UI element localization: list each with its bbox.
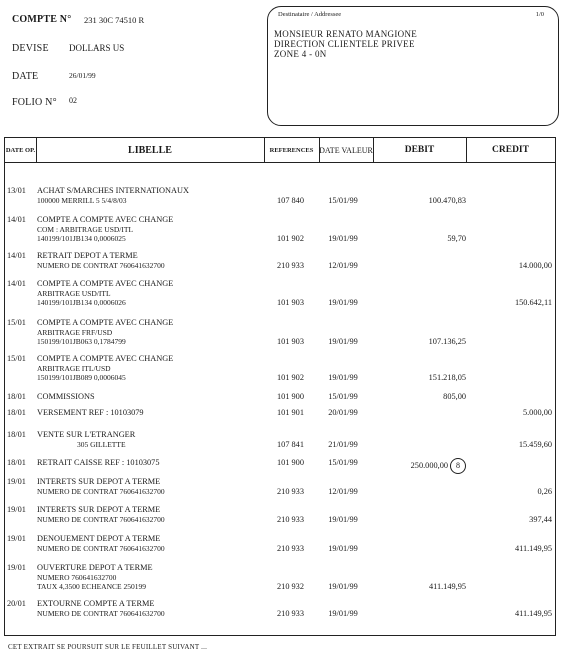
debit-amount (370, 234, 466, 244)
col-header-date: DATE OP. (5, 146, 36, 154)
addressee-header: Destinataire / Addressee (278, 11, 342, 18)
description-detail: NUMERO 760641632700 (37, 572, 117, 582)
description-detail: 305 GILLETTE (77, 439, 126, 449)
col-header-debit: DEBIT (404, 144, 435, 155)
value-date: 15/01/99 (328, 458, 358, 467)
col-header-credit: CREDIT (492, 144, 529, 155)
description-line: INTERETS SUR DEPOT A TERME (37, 477, 161, 486)
operation-date: 14/01 (7, 215, 26, 224)
addressee-box (267, 6, 559, 126)
addressee-line-3: ZONE 4 - 0N (274, 49, 327, 59)
operation-date: 14/01 (7, 251, 26, 260)
debit-amount (370, 458, 466, 474)
reference: 101 902 (277, 373, 304, 382)
description-line: COMPTE A COMPTE AVEC CHANGE (37, 318, 174, 327)
operation-description (37, 186, 269, 205)
account-label: COMPTE N° (12, 14, 72, 25)
operation-description (37, 505, 269, 524)
col-header-libelle: LIBELLE (128, 144, 172, 156)
reference: 107 840 (277, 195, 304, 205)
operation-date: 18/01 (7, 458, 26, 467)
reference: 210 932 (277, 582, 304, 591)
operation-date: 19/01 (7, 505, 26, 514)
debit-amount (370, 392, 466, 402)
description-line: COMPTE A COMPTE AVEC CHANGE (37, 215, 174, 224)
debit-value: 411.149,95 (428, 582, 466, 591)
description-line: DENOUEMENT DEPOT A TERME (37, 534, 161, 543)
operation-description (37, 430, 269, 449)
description-detail: TAUX 4,3500 ECHEANCE 250199 (37, 582, 146, 591)
description-line: INTERETS SUR DEPOT A TERME (37, 505, 161, 514)
col-header-references: REFERENCES (269, 146, 314, 154)
credit-amount: 411.149,95 (514, 608, 552, 618)
currency-label: DEVISE (12, 43, 49, 54)
operation-date: 20/01 (7, 599, 26, 608)
reference: 101 901 (277, 408, 304, 417)
operation-description (37, 534, 269, 553)
operation-date: 13/01 (7, 186, 26, 195)
debit-value: 151.218,05 (428, 373, 466, 382)
statement-table (4, 137, 556, 636)
reference: 101 903 (277, 337, 304, 346)
date-value: 26/01/99 (69, 71, 96, 80)
col-header-date-valeur: DATE VALEUR (319, 145, 373, 155)
debit-value: 100.470,83 (428, 195, 466, 205)
value-date: 15/01/99 (328, 392, 358, 401)
debit-amount (370, 373, 466, 383)
credit-amount: 150.642,11 (514, 298, 552, 307)
description-detail: NUMERO DE CONTRAT 760641632700 (37, 608, 165, 618)
operation-description (37, 458, 269, 468)
operation-description (37, 318, 269, 347)
description-line: VENTE SUR L'ETRANGER (37, 430, 136, 439)
operation-description (37, 215, 269, 244)
operation-description (37, 251, 269, 270)
description-line: COMPTE A COMPTE AVEC CHANGE (37, 354, 174, 363)
value-date: 19/01/99 (328, 543, 358, 553)
value-date: 19/01/99 (328, 608, 358, 618)
account-number: 231 30C 74510 R (84, 15, 145, 25)
debit-value: 805,00 (443, 392, 466, 401)
page-counter: 1/0 (535, 11, 544, 18)
operation-description (37, 408, 269, 418)
debit-value: 250.000,00 (410, 461, 448, 470)
description-detail: COM : ARBITRAGE USD/ITL (37, 224, 134, 234)
debit-value: 107.136,25 (428, 337, 466, 346)
description-line: VERSEMENT REF : 10103079 (37, 408, 144, 417)
description-detail: NUMERO DE CONTRAT 760641632700 (37, 486, 165, 496)
reference: 210 933 (277, 514, 304, 524)
operation-date: 18/01 (7, 430, 26, 439)
reference: 210 933 (277, 486, 304, 496)
description-line: RETRAIT DEPOT A TERME (37, 251, 138, 260)
operation-description (37, 279, 269, 308)
date-label: DATE (12, 71, 39, 82)
credit-amount: 0,26 (537, 486, 552, 496)
description-detail: 150199/101JB063 0,1784799 (37, 337, 126, 346)
operation-description (37, 354, 269, 383)
description-detail: ARBITRAGE ITL/USD (37, 363, 111, 373)
value-date: 19/01/99 (328, 298, 358, 307)
debit-amount (370, 196, 466, 206)
value-date: 19/01/99 (328, 582, 358, 591)
operation-date: 18/01 (7, 392, 26, 401)
debit-amount (370, 337, 466, 347)
credit-amount: 411.149,95 (514, 543, 552, 553)
operation-date: 19/01 (7, 534, 26, 543)
reference: 107 841 (277, 439, 304, 449)
continuation-note: CET EXTRAIT SE POURSUIT SUR LE FEUILLET SUIVANT ... (8, 643, 208, 651)
operation-description (37, 392, 269, 402)
reference: 101 902 (277, 234, 304, 243)
debit-value: 59,70 (447, 234, 466, 243)
reference: 101 900 (277, 392, 304, 401)
credit-amount: 397,44 (529, 514, 552, 524)
folio-label: FOLIO N° (12, 97, 57, 108)
operation-date: 19/01 (7, 563, 26, 572)
description-detail: NUMERO DE CONTRAT 760641632700 (37, 543, 165, 553)
reference: 210 933 (277, 608, 304, 618)
addressee-line-1: MONSIEUR RENATO MANGIONE (274, 29, 418, 39)
currency-value: DOLLARS US (69, 43, 125, 53)
description-detail: 140199/101JB134 0,0006026 (37, 298, 126, 307)
value-date: 19/01/99 (328, 337, 358, 346)
description-line: EXTOURNE COMPTE A TERME (37, 599, 155, 608)
value-date: 12/01/99 (328, 260, 358, 270)
value-date: 12/01/99 (328, 486, 358, 496)
credit-amount: 14.000,00 (518, 260, 552, 270)
reference: 101 900 (277, 458, 304, 467)
handwritten-circled-mark: 8 (450, 458, 466, 474)
operation-date: 15/01 (7, 318, 26, 327)
reference: 210 933 (277, 543, 304, 553)
description-detail: NUMERO DE CONTRAT 760641632700 (37, 514, 165, 524)
value-date: 21/01/99 (328, 439, 358, 449)
value-date: 19/01/99 (328, 514, 358, 524)
value-date: 19/01/99 (328, 373, 358, 382)
addressee-line-2: DIRECTION CLIENTELE PRIVEE (274, 39, 415, 49)
operation-date: 18/01 (7, 408, 26, 417)
folio-value: 02 (69, 96, 77, 105)
description-line: OUVERTURE DEPOT A TERME (37, 563, 153, 572)
description-detail: ARBITRAGE USD/ITL (37, 288, 111, 298)
description-detail: 140199/101JB134 0,0006025 (37, 234, 126, 243)
credit-amount: 5.000,00 (522, 408, 552, 417)
operation-date: 19/01 (7, 477, 26, 486)
value-date: 19/01/99 (328, 234, 358, 243)
description-detail: 150199/101JB089 0,0006045 (37, 373, 126, 382)
value-date: 20/01/99 (328, 408, 358, 417)
reference: 101 903 (277, 298, 304, 307)
value-date: 15/01/99 (328, 195, 358, 205)
operation-date: 14/01 (7, 279, 26, 288)
operation-description (37, 563, 269, 592)
reference: 210 933 (277, 260, 304, 270)
description-line: RETRAIT CAISSE REF : 10103075 (37, 458, 160, 467)
description-line: COMMISSIONS (37, 392, 95, 401)
operation-date: 15/01 (7, 354, 26, 363)
description-detail: 100000 MERRILL 5 5/4/8/03 (37, 195, 127, 205)
description-detail: NUMERO DE CONTRAT 760641632700 (37, 260, 165, 270)
debit-amount (370, 582, 466, 592)
description-detail: ARBITRAGE FRF/USD (37, 327, 113, 337)
operation-description (37, 599, 269, 618)
description-line: COMPTE A COMPTE AVEC CHANGE (37, 279, 174, 288)
description-line: ACHAT S/MARCHES INTERNATIONAUX (37, 186, 189, 195)
credit-amount: 15.459,60 (518, 439, 552, 449)
operation-description (37, 477, 269, 496)
